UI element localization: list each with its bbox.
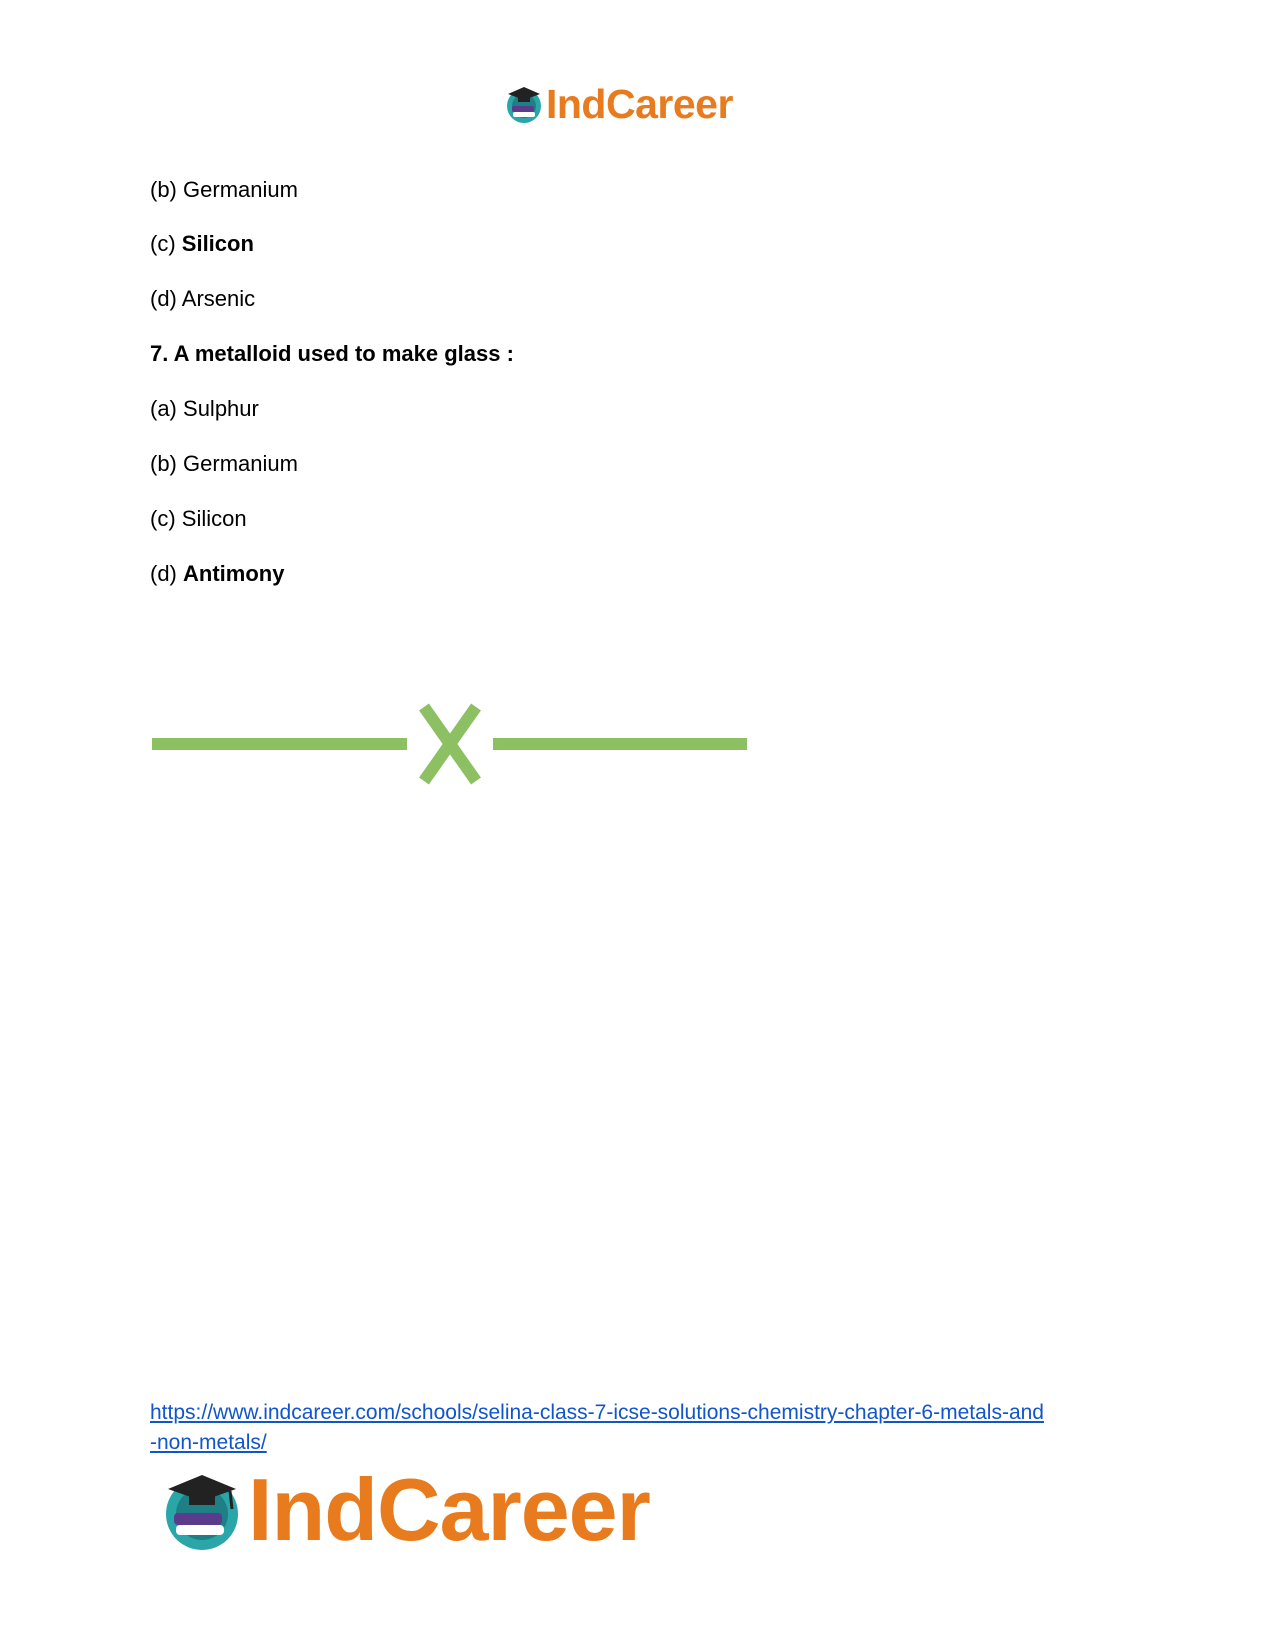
option-b-germanium-q7 xyxy=(150,450,298,478)
option-text: Sulphur xyxy=(183,396,259,421)
option-d-arsenic xyxy=(150,285,255,313)
header-logo xyxy=(504,78,733,130)
option-letter: (c) xyxy=(150,506,176,531)
url-line-1: https://www.indcareer.com/schools/selina-class-7-icse-solutions-chemistry-chapter-6-metals-and xyxy=(150,1401,1044,1424)
option-letter: (d) xyxy=(150,286,177,311)
option-letter: (b) xyxy=(150,177,177,202)
globe-graduate-icon xyxy=(160,1467,244,1553)
option-c-silicon-q7 xyxy=(150,505,247,533)
question-7: 7. A metalloid used to make glass : xyxy=(150,341,514,366)
logo-wordmark: IndCareer xyxy=(546,80,733,127)
option-letter: (c) xyxy=(150,231,176,256)
section-divider xyxy=(150,703,756,785)
option-text: Silicon xyxy=(181,506,247,531)
option-b-germanium xyxy=(150,176,298,204)
option-text: Germanium xyxy=(183,451,298,476)
divider-left-line xyxy=(152,738,407,750)
option-c-silicon xyxy=(150,230,254,258)
source-url-link[interactable] xyxy=(150,1398,1140,1458)
footer-logo xyxy=(160,1460,650,1559)
option-text-answer: Silicon xyxy=(181,231,254,256)
globe-graduate-icon xyxy=(504,82,544,126)
divider-right-line xyxy=(493,738,747,750)
logo-wordmark: IndCareer xyxy=(248,1460,650,1559)
divider-x-mark xyxy=(424,707,476,781)
option-text: Arsenic xyxy=(181,286,256,311)
option-letter: (a) xyxy=(150,396,177,421)
option-text: Germanium xyxy=(183,177,298,202)
url-line-2: -non-metals/ xyxy=(150,1431,267,1454)
option-letter: (b) xyxy=(150,451,177,476)
option-letter: (d) xyxy=(150,561,177,586)
option-d-antimony xyxy=(150,560,284,588)
option-a-sulphur xyxy=(150,395,259,423)
option-text-answer: Antimony xyxy=(183,561,285,586)
